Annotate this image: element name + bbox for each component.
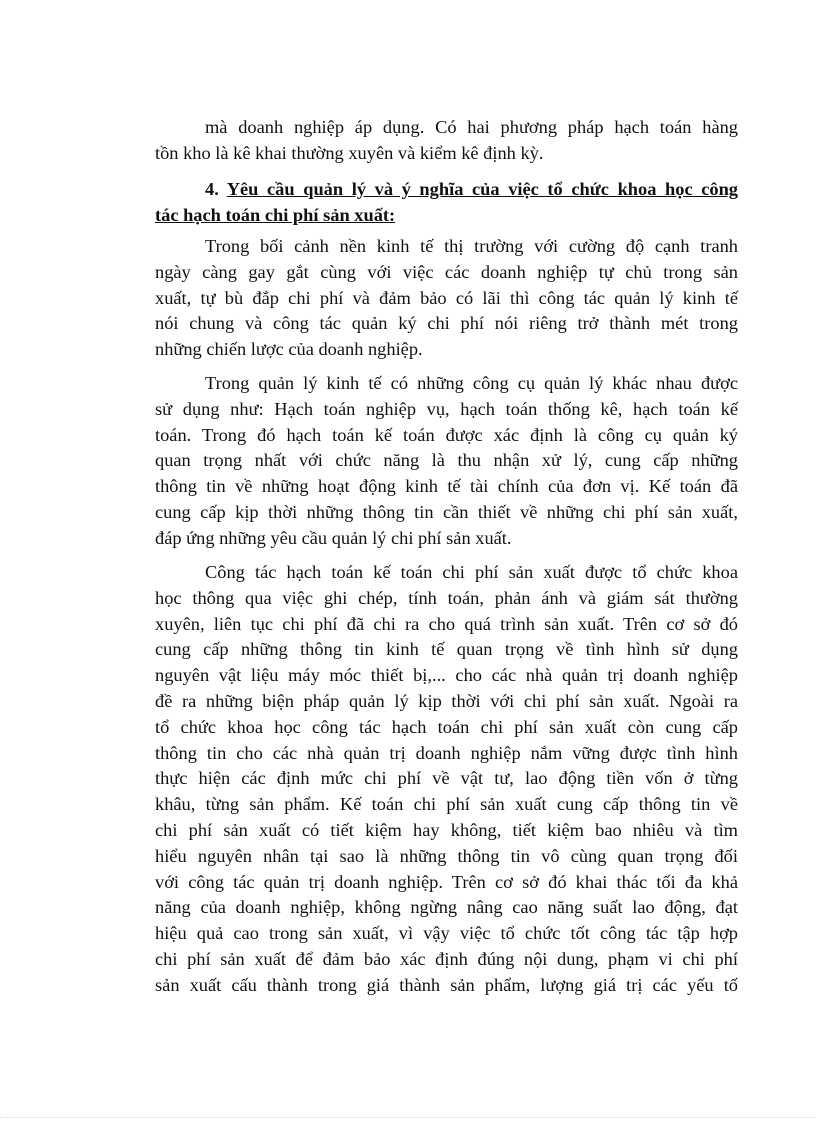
text-line: mà doanh nghiệp áp dụng. Có hai phương pháp hạch toán hàng	[205, 117, 738, 137]
text-line: xuyên, liên tục chi phí đã chi ra cho quá trình sản xuất. Trên cơ sở đó	[155, 613, 738, 634]
text-line: tồn kho là kê khai thường xuyên và kiểm kê định kỳ.	[155, 142, 544, 163]
text-line: sử dụng như: Hạch toán nghiệp vụ, hạch toán thống kê, hạch toán kế	[155, 398, 738, 419]
heading-title-part-1: Yêu cầu quản lý và ý nghĩa của việc tổ chức khoa học công	[226, 179, 739, 199]
heading-line-2	[155, 203, 738, 229]
paragraph-3	[155, 560, 738, 999]
text-line: Trong bối cảnh nền kinh tế thị trường với cường độ cạnh tranh	[205, 236, 738, 256]
heading-title-part-2: tác hạch toán chi phí sản xuất:	[155, 204, 396, 225]
text-line: đề ra những biện pháp quản lý kịp thời với chi phí sản xuất. Ngoài ra	[155, 690, 738, 711]
text-line: chi phí sản xuất có tiết kiệm hay không, tiết kiệm bao nhiêu và tìm	[155, 819, 738, 840]
text-line: khâu, từng sản phẩm. Kế toán chi phí sản xuất cung cấp thông tin về	[155, 794, 738, 815]
text-line: những chiến lược của doanh nghiệp.	[155, 339, 423, 360]
heading-line-1	[155, 177, 738, 203]
text-line: hiệu quả cao trong sản xuất, vì vậy việc tổ chức tốt công tác tập hợp	[155, 923, 738, 944]
intro-paragraph	[155, 115, 738, 167]
text-line: sản xuất cấu thành trong giá thành sản phẩm, lượng giá trị các yếu tố	[155, 974, 738, 995]
text-line: Công tác hạch toán kế toán chi phí sản xuất được tổ chức khoa	[205, 562, 738, 582]
text-line: cung cấp kịp thời những thông tin cần thiết về những chi phí sản xuất,	[155, 501, 738, 522]
text-line: đáp ứng những yêu cầu quản lý chi phí sản xuất.	[155, 527, 512, 548]
page-bottom-divider	[0, 1117, 816, 1118]
text-line: thông tin cho các nhà quản trị doanh nghiệp nắm vững được tình hình	[155, 742, 738, 763]
paragraph-2	[155, 371, 738, 552]
text-line: thực hiện các định mức chi phí về vật tư, lao động tiền vốn ở từng	[155, 768, 738, 789]
text-line: toán. Trong đó hạch toán kế toán được xác định là công cụ quản ký	[155, 424, 738, 445]
text-line: quan trọng nhất với chức năng là thu nhận xử lý, cung cấp những	[155, 450, 738, 471]
text-line: năng của doanh nghiệp, không ngừng nâng cao năng suất lao động, đạt	[155, 897, 738, 918]
text-line: cung cấp những thông tin kinh tế quan trọng về tình hình sử dụng	[155, 639, 738, 660]
paragraph-1	[155, 234, 738, 363]
heading-number: 4.	[205, 179, 219, 199]
text-line: ngày càng gay gắt cùng với việc các doanh nghiệp tự chủ trong sản	[155, 261, 738, 282]
text-line: nguyên vật liệu máy móc thiết bị,... cho các nhà quản trị doanh nghiệp	[155, 665, 738, 686]
text-line: Trong quản lý kinh tế có những công cụ quản lý khác nhau được	[205, 373, 738, 393]
text-line: nói chung và công tác quản ký chi phí nói riêng trở thành mét trong	[155, 313, 738, 334]
text-line: xuất, tự bù đắp chi phí và đảm bảo có lãi thì công tác quản lý kinh tế	[155, 287, 738, 308]
text-line: học thông qua việc ghi chép, tính toán, phản ánh và giám sát thường	[155, 587, 738, 608]
text-line: chi phí sản xuất để đảm bảo xác định đúng nội dung, phạm vi chi phí	[155, 948, 738, 969]
section-heading	[155, 177, 738, 229]
text-line: với công tác quản trị doanh nghiệp. Trên cơ sở đó khai thác tối đa khả	[155, 871, 738, 892]
text-line: thông tin về những hoạt động kinh tế tài chính của đơn vị. Kế toán đã	[155, 476, 738, 497]
text-line: tổ chức khoa học công tác hạch toán chi phí sản xuất còn cung cấp	[155, 716, 738, 737]
text-line: hiểu nguyên nhân tại sao là những thông tin vô cùng quan trọng đối	[155, 845, 738, 866]
